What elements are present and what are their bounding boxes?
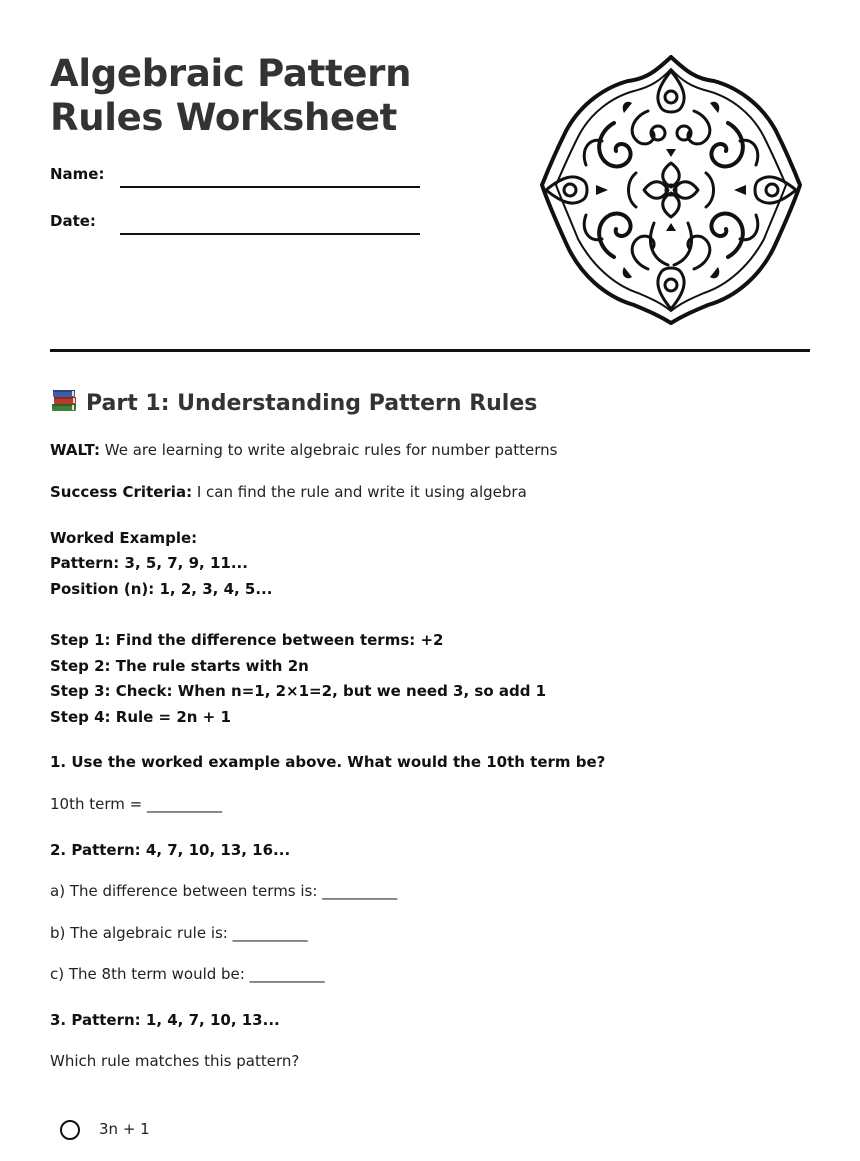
- worked-example-step: Step 3: Check: When n=1, 2×1=2, but we need 3, so add 1: [50, 682, 547, 700]
- date-field-row: [50, 212, 430, 236]
- question-3-prompt: 3. Pattern: 1, 4, 7, 10, 13...: [50, 1011, 280, 1029]
- worked-example-pattern: Pattern: 3, 5, 7, 9, 11...: [50, 554, 248, 572]
- success-criteria-text: I can find the rule and write it using algebra: [196, 483, 527, 501]
- success-criteria-label: Success Criteria:: [50, 483, 193, 501]
- mandala-ornament-icon: [536, 53, 806, 327]
- header-divider: [50, 349, 810, 352]
- success-criteria-line: [50, 482, 527, 502]
- walt-line: [50, 440, 557, 460]
- question-2a-answer-line[interactable]: a) The difference between terms is: __________: [50, 882, 398, 900]
- part1-heading-text: Part 1: Understanding Pattern Rules: [86, 391, 538, 416]
- question-2-prompt: 2. Pattern: 4, 7, 10, 13, 16...: [50, 841, 291, 859]
- worked-example-title: Worked Example:: [50, 529, 198, 547]
- worksheet-title: Algebraic Pattern Rules Worksheet: [50, 52, 412, 139]
- worked-example-step: Step 1: Find the difference between terms: +2: [50, 631, 444, 649]
- question-2b-answer-line[interactable]: b) The algebraic rule is: __________: [50, 924, 308, 942]
- worked-example-step: Step 4: Rule = 2n + 1: [50, 708, 231, 726]
- option-label: 3n + 1: [99, 1120, 150, 1138]
- question-1-answer-line[interactable]: 10th term = __________: [50, 795, 222, 813]
- worked-example-position: Position (n): 1, 2, 3, 4, 5...: [50, 580, 273, 598]
- books-icon: [50, 388, 78, 414]
- part1-heading: [50, 388, 537, 416]
- worked-example-step: Step 2: The rule starts with 2n: [50, 657, 309, 675]
- walt-label: WALT:: [50, 441, 100, 459]
- walt-text: We are learning to write algebraic rules for number patterns: [104, 441, 558, 459]
- name-label: Name:: [50, 165, 105, 183]
- question-3-text: Which rule matches this pattern?: [50, 1052, 300, 1070]
- date-input-line[interactable]: [120, 233, 420, 235]
- option-radio-button[interactable]: [60, 1120, 80, 1140]
- name-input-line[interactable]: [120, 186, 420, 188]
- name-field-row: [50, 165, 430, 189]
- question-2c-answer-line[interactable]: c) The 8th term would be: __________: [50, 965, 325, 983]
- question-1-prompt: 1. Use the worked example above. What would the 10th term be?: [50, 753, 606, 771]
- date-label: Date:: [50, 212, 96, 230]
